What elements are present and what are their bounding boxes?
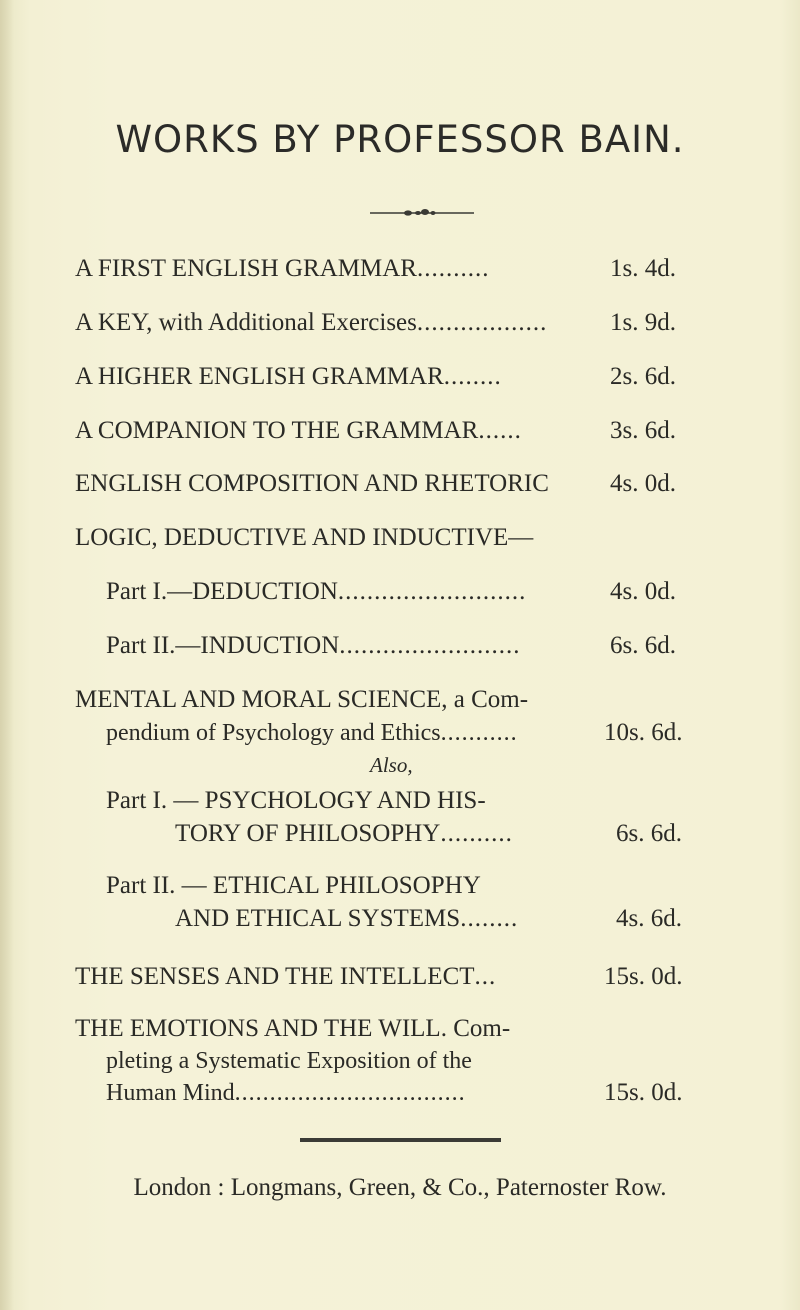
entry-dots: ........... xyxy=(440,720,518,746)
entry-label: THE SENSES AND THE INTELLECT xyxy=(75,963,475,990)
page-title: WORKS BY PROFESSOR BAIN. xyxy=(115,118,685,161)
entry-logic-part2 xyxy=(0,629,800,663)
entry-dots: .................. xyxy=(416,309,548,336)
entry-mental-line1 xyxy=(0,683,800,717)
entry-key xyxy=(0,306,800,340)
entry-label: MENTAL AND MORAL SCIENCE, a Com- xyxy=(75,686,529,713)
title-ornament-icon xyxy=(370,206,474,218)
entry-label: pleting a Systematic Exposition of the xyxy=(106,1048,472,1074)
entry-dots: ................................. xyxy=(234,1080,466,1106)
entry-mental-line2 xyxy=(0,716,800,750)
also-label: Also, xyxy=(370,753,413,777)
entry-ethics-line1 xyxy=(0,869,800,903)
entry-label: A KEY, with Additional Exercises xyxy=(75,309,417,336)
entry-dots: ... xyxy=(474,963,497,990)
entry-label: Part I.—DEDUCTION xyxy=(106,578,338,605)
entry-label: TORY OF PHILOSOPHY xyxy=(175,820,441,847)
entry-price: 4s. 6d. xyxy=(616,905,682,932)
entry-label: pendium of Psychology and Ethics xyxy=(106,720,441,746)
entry-psychology-line1 xyxy=(0,784,800,818)
entry-price: 2s. 6d. xyxy=(610,363,676,390)
entry-label: Part II. — ETHICAL PHILOSOPHY xyxy=(106,872,481,899)
entry-label: THE EMOTIONS AND THE WILL. Com- xyxy=(75,1015,511,1042)
entry-label: A FIRST ENGLISH GRAMMAR xyxy=(75,255,417,282)
publisher-footer: London : Longmans, Green, & Co., Paternoster Row. xyxy=(133,1174,667,1201)
entry-dots: .......................... xyxy=(337,578,527,605)
entry-label: A COMPANION TO THE GRAMMAR xyxy=(75,417,479,444)
entry-dots: ........ xyxy=(443,363,502,390)
entry-companion xyxy=(0,414,800,448)
entry-price: 4s. 0d. xyxy=(610,578,676,605)
entry-label: Part I. — PSYCHOLOGY AND HIS- xyxy=(106,787,486,814)
entry-dots: ...... xyxy=(478,417,522,444)
entry-label: Human Mind xyxy=(106,1080,235,1106)
entry-dots: ........ xyxy=(460,905,519,932)
entry-label: A HIGHER ENGLISH GRAMMAR xyxy=(75,363,444,390)
entry-price: 1s. 9d. xyxy=(610,309,676,336)
entry-price: 4s. 0d. xyxy=(610,470,676,497)
entry-emotions-line3 xyxy=(0,1076,800,1110)
entry-senses xyxy=(0,960,800,994)
entry-price: 15s. 0d. xyxy=(604,963,683,990)
entry-logic-part1 xyxy=(0,575,800,609)
entry-price: 6s. 6d. xyxy=(610,632,676,659)
entry-label: ENGLISH COMPOSITION AND RHETORIC xyxy=(75,470,549,497)
entry-emotions-line2 xyxy=(0,1044,800,1078)
entry-label: AND ETHICAL SYSTEMS xyxy=(175,905,461,932)
entry-psychology-line2 xyxy=(0,817,800,851)
entry-higher-grammar xyxy=(0,360,800,394)
entry-label: LOGIC, DEDUCTIVE AND INDUCTIVE— xyxy=(75,524,534,551)
entry-ethics-line2 xyxy=(0,902,800,936)
entry-label: Part II.—INDUCTION xyxy=(106,632,340,659)
entry-price: 15s. 0d. xyxy=(604,1079,683,1106)
entry-dots: .......... xyxy=(440,820,513,847)
entry-dots: .......... xyxy=(416,255,490,282)
entry-composition xyxy=(0,467,800,501)
entry-price: 10s. 6d. xyxy=(604,719,683,746)
entry-price: 1s. 4d. xyxy=(610,255,676,282)
entry-price: 3s. 6d. xyxy=(610,417,676,444)
bottom-rule xyxy=(300,1138,501,1142)
entry-emotions-line1 xyxy=(0,1012,800,1046)
entry-first-grammar xyxy=(0,252,800,286)
entry-logic-heading xyxy=(0,521,800,555)
entry-price: 6s. 6d. xyxy=(616,820,682,847)
entry-dots: ......................... xyxy=(339,632,521,659)
